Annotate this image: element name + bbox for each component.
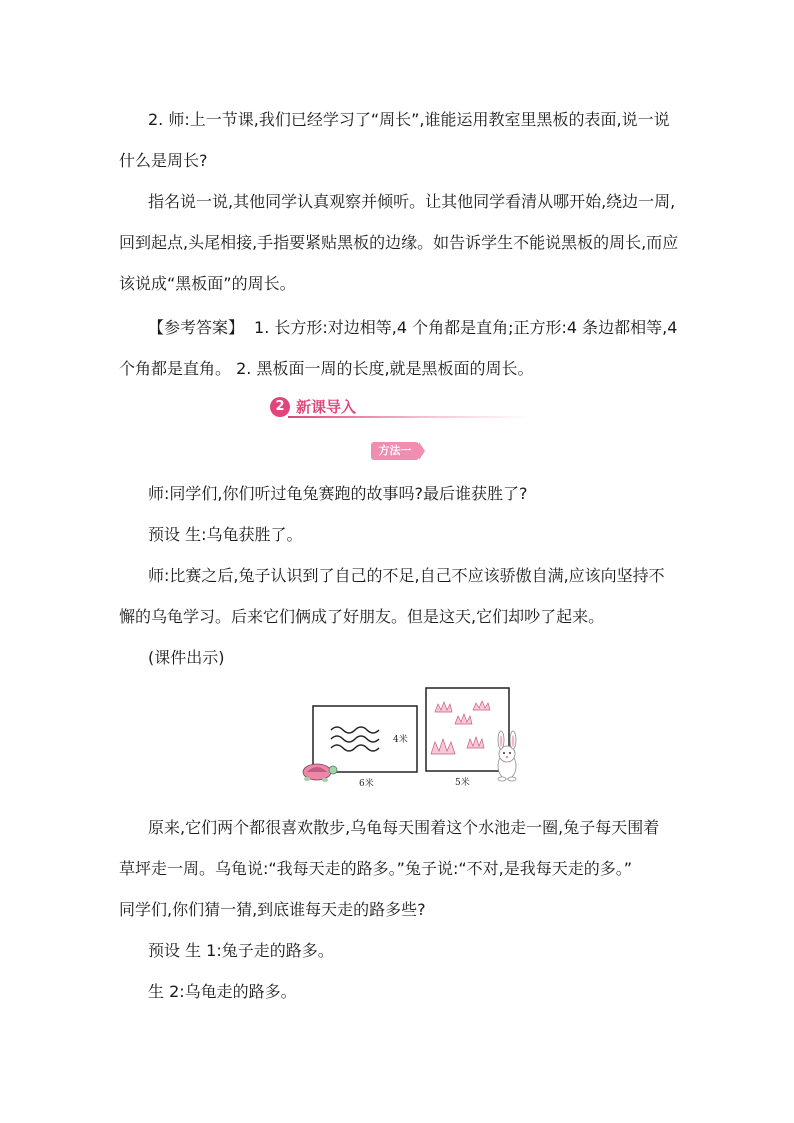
- method-tag: 方法一: [371, 442, 419, 460]
- section-header: [270, 396, 530, 420]
- paragraph-line: 懈的乌龟学习。后来它们俩成了好朋友。但是这天,它们却吵了起来。: [119, 607, 605, 626]
- paragraph-line: 预设 生:乌龟获胜了。: [148, 525, 303, 544]
- lawn-rect: [426, 688, 509, 771]
- pool-width-label: 6米: [359, 779, 374, 789]
- turtle-icon: [303, 764, 337, 782]
- pool-lawn-figure: [295, 686, 535, 802]
- answer-text: 1. 长方形:对边相等,4 个角都是直角;正方形:4 条边都相等,4: [254, 318, 678, 337]
- answer-line: 个角都是直角。 2. 黑板面一周的长度,就是黑板面的周长。: [119, 359, 534, 378]
- paragraph-line: 师:同学们,你们听过龟兔赛跑的故事吗?最后谁获胜了?: [148, 484, 528, 503]
- paragraph-line: 师:比赛之后,兔子认识到了自己的不足,自己不应该骄傲自满,应该向坚持不: [148, 566, 665, 585]
- paragraph-line: 什么是周长?: [119, 151, 208, 170]
- section-number: 2: [270, 397, 290, 417]
- paragraph-line: 原来,它们两个都很喜欢散步,乌龟每天围着这个水池走一圈,兔子每天围着: [148, 818, 660, 837]
- section-title: 新课导入: [296, 398, 357, 416]
- section-underline: [288, 416, 530, 418]
- paragraph-line: 同学们,你们猜一猜,到底谁每天走的路多些?: [119, 900, 426, 919]
- paragraph-line: 该说成“黑板面”的周长。: [119, 274, 296, 293]
- answer-line: [148, 318, 708, 338]
- paragraph-line: 指名说一说,其他同学认真观察并倾听。让其他同学看清从哪开始,绕边一周,: [148, 192, 676, 211]
- paragraph-line: 回到起点,头尾相接,手指要紧贴黑板的边缘。如告诉学生不能说黑板的周长,而应: [119, 233, 679, 252]
- paragraph-line: 预设 生 1:兔子走的路多。: [148, 941, 334, 960]
- answer-tag: 【参考答案】: [148, 318, 245, 337]
- paragraph-line: 生 2:乌龟走的路多。: [148, 982, 297, 1001]
- lawn-width-label: 5米: [455, 778, 470, 788]
- paragraph-line: 草坪走一周。乌龟说:“我每天走的路多。”兔子说:“不对,是我每天走的多。”: [119, 859, 633, 878]
- paragraph-line: (课件出示): [148, 648, 225, 667]
- pool-height-label: 4米: [393, 735, 408, 745]
- paragraph-line: 2. 师:上一节课,我们已经学习了“周长”,谁能运用教室里黑板的表面,说一说: [148, 110, 670, 129]
- figure-svg: [295, 686, 535, 802]
